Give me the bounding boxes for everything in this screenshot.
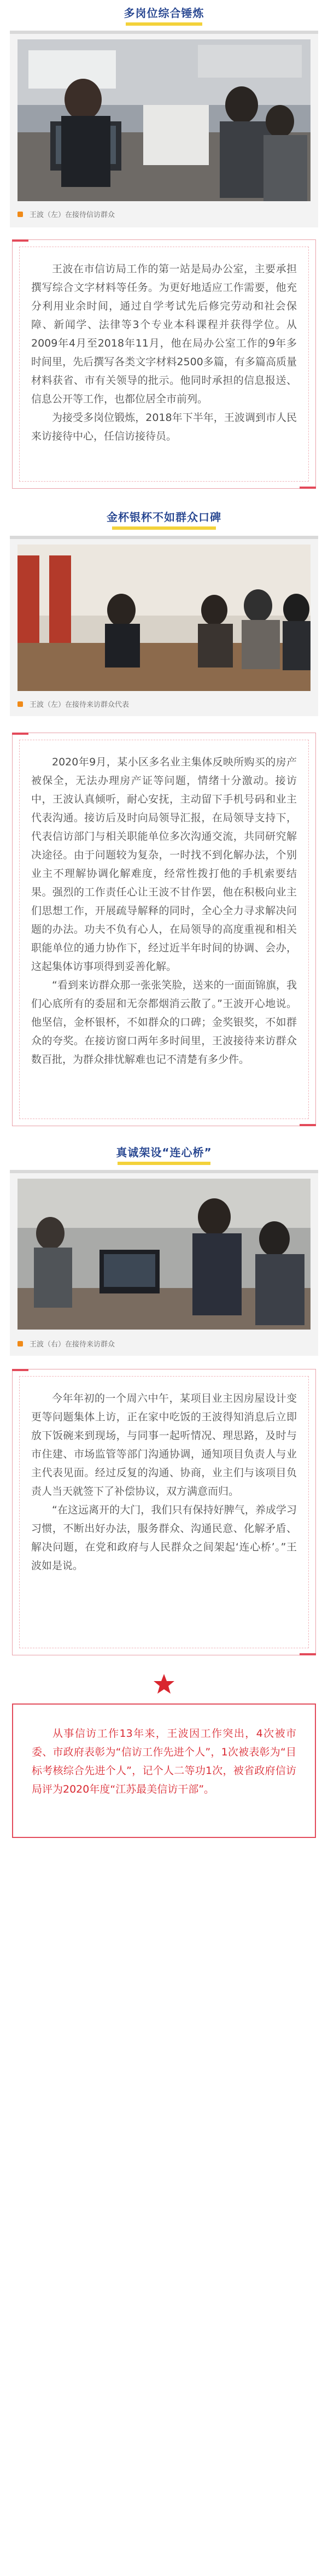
- section-heading: 多岗位综合锤炼: [124, 7, 204, 20]
- photo-card-1: [10, 31, 318, 227]
- orange-square-icon: [17, 212, 23, 217]
- closing-box: [12, 1703, 316, 1838]
- section-title-1: [0, 4, 328, 26]
- paragraph: 王波在市信访局工作的第一站是局办公室，主要承担撰写综合文字材料等任务。为更好地适应工作需要，他充分利用业余时间，通过自学考试先后修完劳动和社会保障、新闻学、法律等3个专业本科课程并获得学位。从2009年4月至2018年11月，他在局办公室工作的9年多时间里，先后撰写各类文字材料2500多篇，有多篇高质量材料获省、市有关领导的批示。他同时承担的信息报送、信息公开等工作，也都位居全市前列。: [31, 263, 297, 405]
- photo-caption: [17, 209, 115, 219]
- paragraph: 从事信访工作13年来，王波因工作突出，4次被市委、市政府表彰为“信访工作先进个人”，1次被表彰为“目标考核综合先进个人”，记个人二等功1次，被省政府信访局评为2020年度“江苏最美信访干部”。: [32, 1728, 296, 1795]
- paragraph: 2020年9月，某小区多名业主集体反映所购买的房产被保全，无法办理房产证等问题，情绪十分激动。接访中，王波认真倾听，耐心安抚，主动留下手机号码和业主代表沟通。接访后及时向局领导汇报，在局领导支持下，代表信访部门与相关职能单位多次沟通交流，共同研究解决途径。由于问题较为复杂，一时找不到化解办法，个别业主不理解协调化解难度，经常性拨打他的手机索要结果。强烈的工作责任心让王波不甘作罢，他在积极向业主们思想工作，开展疏导解释的同时，全心全力寻求解决问题的办法。功夫不负有心人，在局领导的高度重视和相关职能单位的通力协作下，经过近半年时间的协调、会办，这起集体访事项得到妥善化解。: [31, 756, 297, 973]
- red-star-icon: [153, 1673, 175, 1695]
- paragraph: “看到来访群众那一张张笑脸，送来的一面面锦旗，我们心底所有的委屈和无奈都烟消云散了。”王波开心地说。他坚信，金杯银杯，不如群众的口碑；金奖银奖，不如群众的夸奖。在接访窗口两年多时间里，王波接待来访群众数百批，为群众排忧解难也记不清楚有多少件。: [31, 979, 297, 1065]
- paragraph: 今年年初的一个周六中午，某项目业主因房屋设计变更等问题集体上访，正在家中吃饭的王波得知消息后立即放下饭碗来到现场，与同事一起听情况、理思路，及时与市住建、市场监管等部门沟通协调，通知项目负责人与业主代表见面。经过反复的沟通、协商，业主们与该项目负责人当天就签下了补偿协议，双方满意而归。: [31, 1392, 297, 1497]
- corner-decor: [12, 733, 28, 735]
- corner-decor: [300, 1653, 316, 1655]
- section-body: [31, 753, 297, 1069]
- corner-decor: [12, 1369, 28, 1371]
- orange-square-icon: [17, 1341, 23, 1346]
- caption-text: 王波（左）在接待来访群众代表: [30, 701, 130, 709]
- caption-text: 王波（右）在接待来访群众: [30, 1340, 115, 1349]
- closing-body: [32, 1724, 296, 1799]
- photo-caption: [17, 1338, 115, 1349]
- section-heading: 真诚架设“连心桥”: [116, 1146, 212, 1159]
- section-title-2: [0, 508, 328, 530]
- heading-underline: [126, 22, 202, 26]
- photo-card-3: [10, 1170, 318, 1356]
- text-box-1: [12, 239, 316, 489]
- section-heading: 金杯银杯不如群众口碑: [107, 511, 221, 524]
- photo-card-2: [10, 536, 318, 716]
- photo-caption: [17, 699, 129, 709]
- corner-decor: [300, 487, 316, 489]
- section-body: [31, 1389, 297, 1575]
- paragraph: “在这远离开的大门，我们只有保持好脾气，养成学习习惯，不断出好办法，服务群众、沟通民意、化解矛盾、解决问题，在党和政府与人民群众之间架起‘连心桥’。”王波如是说。: [31, 1504, 297, 1572]
- photo-meeting-room: [17, 545, 311, 691]
- section-title-3: [0, 1144, 328, 1165]
- corner-decor: [300, 1124, 316, 1126]
- section-body: [31, 260, 297, 446]
- text-box-2: [12, 733, 316, 1126]
- corner-decor: [12, 239, 28, 242]
- heading-underline: [112, 526, 216, 530]
- text-box-3: [12, 1369, 316, 1655]
- caption-text: 王波（左）在接待信访群众: [30, 211, 115, 219]
- orange-square-icon: [17, 701, 23, 707]
- heading-underline: [118, 1162, 210, 1165]
- paragraph: 为接受多岗位锻炼，2018年下半年，王波调到市人民来访接待中心，任信访接待员。: [31, 412, 297, 442]
- photo-service-counter: [17, 1179, 311, 1330]
- photo-reception-office: [17, 39, 311, 201]
